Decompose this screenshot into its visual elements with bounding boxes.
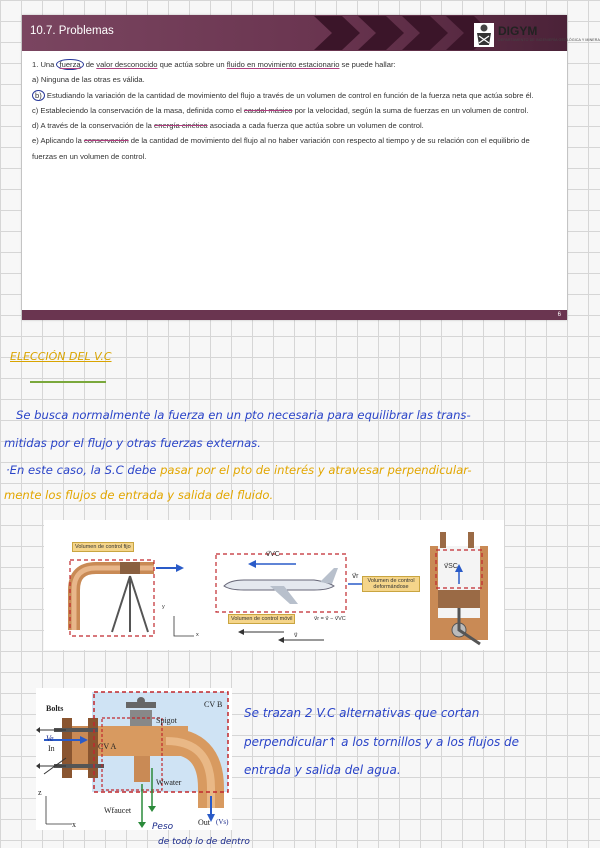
faucet-figure <box>36 688 232 830</box>
note-line-3: ·En este caso, la S.C debe pasar por el pto de interés y atravesar perpendicular- <box>6 463 472 477</box>
label-fixed-cv: Volumen de control fijo <box>72 542 134 552</box>
label-ve: Ve <box>46 734 54 743</box>
option-e: e) Aplicando la conservación de la cantidad de movimiento del flujo al no haber variación con respecto al tiempo y de su relación con el equilibrio de fuerzas en un volumen de control. <box>32 136 530 161</box>
note-peso-detail: de todo lo de dentro <box>158 837 250 847</box>
note-line-1: Se busca normalmente la fuerza en un pto necesaria para equilibrar las trans- <box>16 408 471 422</box>
question-body <box>32 57 552 164</box>
label-cv-a: CV A <box>98 742 117 751</box>
option-c: c) Estableciendo la conservación de la masa, definida como el caudal másico por la velocidad, según la suma de fuerzas en un volumen de control. <box>32 105 529 115</box>
label-v-vc: v⃗VC <box>266 551 280 558</box>
label-spigot: Spigot <box>156 716 177 725</box>
label-vs: (Vs) <box>216 818 229 826</box>
chevron-decoration-icon <box>314 16 484 50</box>
label-bolts: Bolts <box>46 704 64 713</box>
slide-page-number: 6 <box>557 312 561 318</box>
logo-name: DIGYM <box>498 24 538 38</box>
faucet-diagram <box>36 688 232 830</box>
label-cv-b: CV B <box>204 700 223 709</box>
label-w-water: Wwater <box>156 778 182 787</box>
axis-x2: x <box>72 820 76 829</box>
label-in: In <box>48 744 55 753</box>
question-text: 1. Una fuerza de valor desconocido que actúa sobre un fluido en movimiento estacionario se puede hallar: <box>32 60 396 69</box>
axis-x: x <box>196 632 199 638</box>
crest-icon <box>474 23 494 47</box>
lecture-slide <box>22 15 600 320</box>
note-peso: Peso <box>152 822 174 832</box>
axis-z: z <box>38 788 42 797</box>
label-v-r: v⃗r <box>352 573 359 580</box>
logo-subtitle: DEPARTAMENTO DE INGENIERÍA GEOLÓGICA Y MINERA <box>498 38 600 42</box>
option-d: d) A través de la conservación de la energía cinética asociada a cada fuerza que actúa sobre un volumen de control. <box>32 121 424 131</box>
slide-title: 10.7. Problemas <box>30 25 114 37</box>
selected-answer-mark: b) <box>32 90 45 101</box>
label-v-sc: v⃗SC <box>444 563 458 570</box>
slide-header <box>22 15 600 51</box>
note-line-4: mente los flujos de entrada y salida del fluido. <box>4 488 274 502</box>
option-b: b) Estudiando la variación de la cantidad de movimiento del flujo a través de un volumen de control en función de la fuerza neta que actúa sobre él. <box>32 88 552 103</box>
option-a: a) Ninguna de las otras es válida. <box>32 75 145 85</box>
label-moving-cv: Volumen de control móvil <box>228 614 295 624</box>
note-right-3: entrada y salida del agua. <box>244 763 401 777</box>
slide-footer <box>22 310 567 320</box>
heading-underline <box>30 381 106 383</box>
axis-y: y <box>162 604 165 610</box>
note-line-2: mitidas por el flujo y otras fuerzas externas. <box>4 436 261 450</box>
control-volume-figure <box>44 520 504 650</box>
label-v: v⃗ <box>294 633 298 639</box>
note-right-1: Se trazan 2 V.C alternativas que cortan <box>244 706 480 720</box>
label-out: Out <box>198 818 210 827</box>
note-right-2: perpendicular↑ a los tornillos y a los flujos de <box>244 735 520 749</box>
digym-logo <box>474 23 600 47</box>
notes-heading: ELECCIÓN DEL V.C <box>10 350 112 363</box>
label-deforming-cv: Volumen de control deformándose <box>362 576 420 592</box>
label-w-faucet: Wfaucet <box>104 806 132 815</box>
label-v-relative: v⃗r = v⃗ − v⃗VC <box>314 616 346 622</box>
control-volume-diagram <box>44 520 504 650</box>
